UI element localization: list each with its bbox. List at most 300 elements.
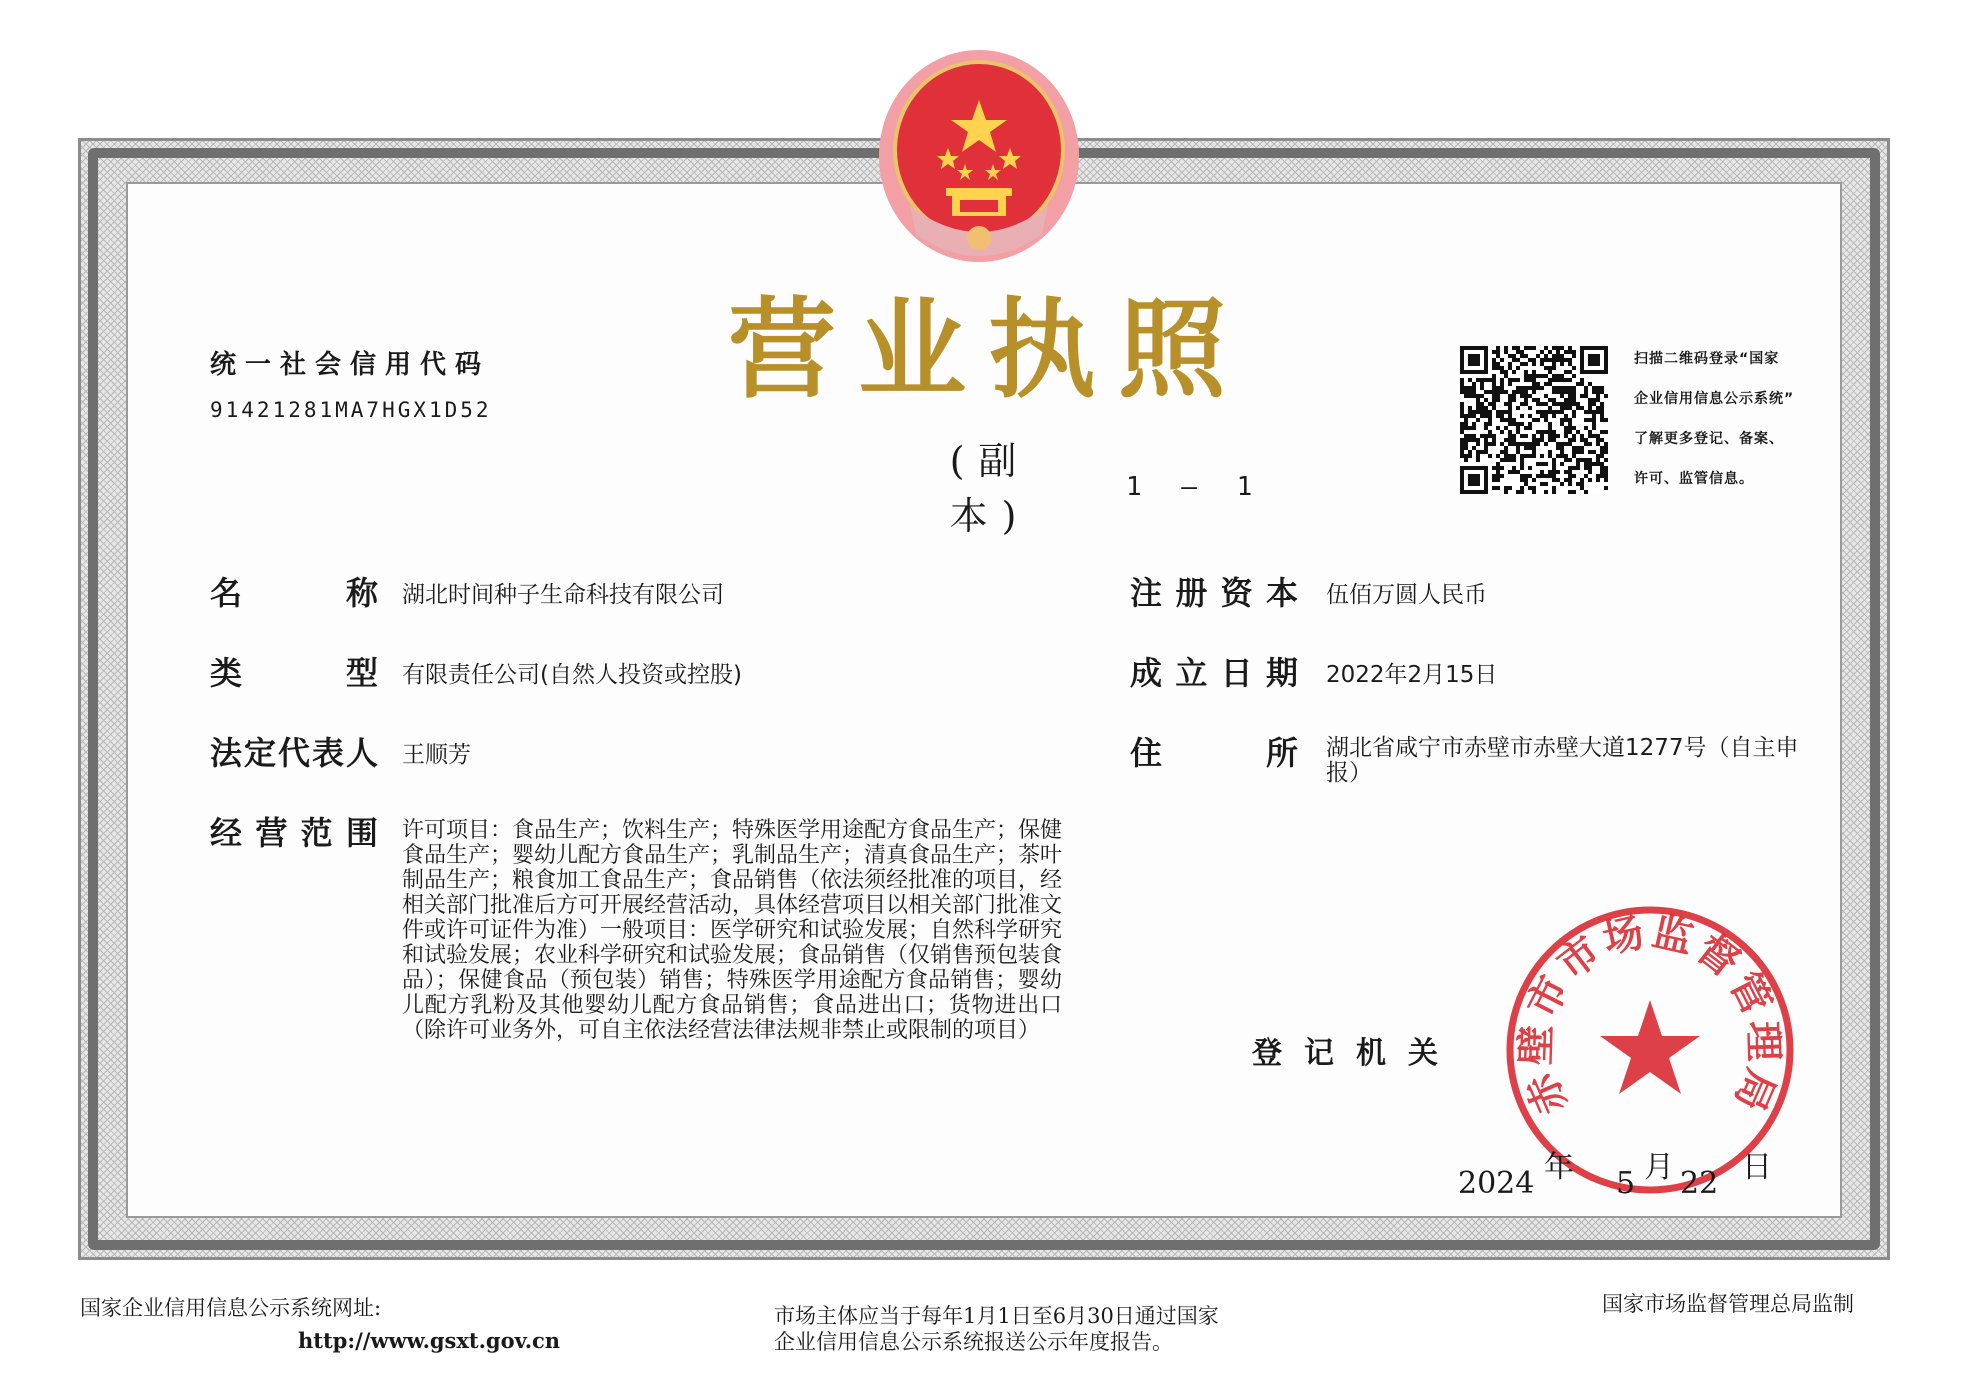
qr-module [1552, 478, 1556, 482]
qr-module [1596, 410, 1600, 414]
qr-module [1552, 354, 1556, 358]
qr-module [1564, 386, 1568, 390]
qr-module [1484, 470, 1488, 474]
qr-module [1532, 438, 1536, 442]
qr-module [1556, 374, 1560, 378]
qr-module [1460, 382, 1464, 386]
qr-module [1604, 366, 1608, 370]
qr-module [1516, 490, 1520, 494]
qr-module [1568, 458, 1572, 462]
qr-module [1504, 410, 1508, 414]
qr-module [1468, 450, 1472, 454]
qr-module [1484, 474, 1488, 478]
qr-module [1508, 414, 1512, 418]
qr-module [1560, 394, 1564, 398]
qr-module [1460, 390, 1464, 394]
qr-module [1504, 418, 1508, 422]
qr-module [1476, 418, 1480, 422]
label-char: 所 [1265, 734, 1298, 772]
qr-module [1552, 458, 1556, 462]
qr-module [1592, 418, 1596, 422]
qr-module [1580, 458, 1584, 462]
qr-module [1504, 458, 1508, 462]
qr-module [1484, 478, 1488, 482]
qr-module [1516, 442, 1520, 446]
qr-note-line: 了解更多登记、备案、 [1634, 431, 1784, 447]
qr-module [1596, 474, 1600, 478]
qr-module [1524, 478, 1528, 482]
qr-module [1480, 386, 1484, 390]
qr-module [1540, 482, 1544, 486]
qr-module [1564, 378, 1568, 382]
qr-module [1588, 470, 1592, 474]
qr-module [1576, 458, 1580, 462]
qr-module [1484, 422, 1488, 426]
label-char: 成 [1130, 654, 1163, 692]
qr-module [1472, 386, 1476, 390]
qr-module [1584, 394, 1588, 398]
qr-module [1560, 358, 1564, 362]
qr-module [1520, 354, 1524, 358]
qr-module [1468, 414, 1472, 418]
qr-module [1552, 374, 1556, 378]
qr-module [1604, 346, 1608, 350]
qr-module [1584, 466, 1588, 470]
qr-module [1476, 398, 1480, 402]
qr-module [1464, 426, 1468, 430]
qr-module [1468, 438, 1472, 442]
qr-module [1588, 466, 1592, 470]
qr-module [1504, 370, 1508, 374]
qr-module [1484, 446, 1488, 450]
qr-module [1516, 422, 1520, 426]
qr-module [1564, 458, 1568, 462]
qr-module [1468, 358, 1472, 362]
qr-module [1592, 386, 1596, 390]
qr-module [1496, 346, 1500, 350]
qr-module [1460, 402, 1464, 406]
qr-module [1592, 358, 1596, 362]
qr-module [1532, 442, 1536, 446]
qr-module [1600, 370, 1604, 374]
qr-module [1548, 430, 1552, 434]
qr-module [1524, 378, 1528, 382]
qr-module [1496, 394, 1500, 398]
qr-module [1472, 466, 1476, 470]
qr-module [1492, 382, 1496, 386]
label-char: 定 [243, 734, 276, 772]
qr-module [1564, 402, 1568, 406]
national-emblem-icon [870, 38, 1088, 270]
qr-module [1516, 366, 1520, 370]
qr-module [1512, 470, 1516, 474]
qr-module [1564, 390, 1568, 394]
registration-authority-label: 登记机关 [1252, 1036, 1460, 1071]
qr-module [1600, 470, 1604, 474]
qr-module [1580, 406, 1584, 410]
qr-module [1484, 390, 1488, 394]
qr-module [1600, 430, 1604, 434]
qr-module [1520, 486, 1524, 490]
qr-module [1496, 366, 1500, 370]
qr-module [1548, 426, 1552, 430]
qr-module [1480, 490, 1484, 494]
qr-module [1492, 442, 1496, 446]
qr-module [1604, 450, 1608, 454]
qr-module [1584, 390, 1588, 394]
qr-module [1480, 394, 1484, 398]
qr-module [1480, 346, 1484, 350]
qr-module [1548, 358, 1552, 362]
qr-module [1484, 490, 1488, 494]
qr-module [1560, 410, 1564, 414]
qr-module [1568, 482, 1572, 486]
qr-module [1556, 402, 1560, 406]
qr-module [1552, 398, 1556, 402]
issue-month: 5 [1616, 1166, 1636, 1201]
qr-module [1592, 370, 1596, 374]
qr-module [1488, 378, 1492, 382]
qr-module [1560, 390, 1564, 394]
qr-module [1536, 430, 1540, 434]
qr-module [1552, 474, 1556, 478]
qr-module [1560, 354, 1564, 358]
qr-module [1480, 414, 1484, 418]
qr-module [1588, 478, 1592, 482]
copy-number: 1 — 1 [1126, 472, 1265, 502]
qr-module [1472, 446, 1476, 450]
qr-module [1580, 378, 1584, 382]
qr-module [1484, 450, 1488, 454]
qr-module [1568, 406, 1572, 410]
qr-module [1572, 434, 1576, 438]
qr-module [1508, 454, 1512, 458]
qr-module [1564, 358, 1568, 362]
qr-module [1572, 390, 1576, 394]
qr-module [1600, 446, 1604, 450]
qr-module [1596, 386, 1600, 390]
qr-module [1568, 438, 1572, 442]
qr-module [1584, 438, 1588, 442]
qr-module [1460, 358, 1464, 362]
qr-module [1488, 402, 1492, 406]
qr-module [1552, 402, 1556, 406]
qr-module [1596, 398, 1600, 402]
qr-module [1488, 390, 1492, 394]
qr-module [1468, 346, 1472, 350]
established-label [1130, 648, 1298, 694]
label-char: 本 [1265, 574, 1298, 612]
qr-module [1536, 382, 1540, 386]
qr-module [1500, 386, 1504, 390]
qr-module [1532, 478, 1536, 482]
qr-module [1568, 470, 1572, 474]
qr-module [1464, 346, 1468, 350]
qr-module [1548, 474, 1552, 478]
qr-module [1472, 474, 1476, 478]
qr-module [1512, 346, 1516, 350]
qr-module [1532, 370, 1536, 374]
qr-module [1604, 394, 1608, 398]
qr-module [1504, 426, 1508, 430]
qr-module [1560, 418, 1564, 422]
qr-module [1492, 438, 1496, 442]
qr-module [1600, 418, 1604, 422]
qr-module [1476, 354, 1480, 358]
annual-report-notice-line1: 市场主体应当于每年1月1日至6月30日通过国家 [774, 1304, 1219, 1328]
qr-module [1468, 478, 1472, 482]
qr-module [1524, 346, 1528, 350]
qr-module [1520, 350, 1524, 354]
qr-module [1556, 478, 1560, 482]
qr-module [1520, 414, 1524, 418]
qr-module [1556, 346, 1560, 350]
website-url[interactable]: http://www.gsxt.gov.cn [298, 1328, 561, 1353]
qr-module [1460, 370, 1464, 374]
qr-module [1504, 350, 1508, 354]
qr-module [1544, 346, 1548, 350]
qr-module [1552, 390, 1556, 394]
qr-module [1600, 462, 1604, 466]
qr-module [1552, 410, 1556, 414]
qr-module [1524, 354, 1528, 358]
qr-module [1508, 362, 1512, 366]
qr-module [1528, 474, 1532, 478]
label-char: 称 [345, 574, 378, 612]
qr-module [1552, 386, 1556, 390]
qr-module [1476, 466, 1480, 470]
qr-module [1596, 434, 1600, 438]
qr-module [1516, 350, 1520, 354]
qr-module [1524, 398, 1528, 402]
qr-module [1596, 458, 1600, 462]
qr-module [1496, 362, 1500, 366]
qr-module [1552, 358, 1556, 362]
qr-module [1516, 386, 1520, 390]
qr-module [1592, 450, 1596, 454]
qr-module [1548, 370, 1552, 374]
qr-module [1524, 402, 1528, 406]
qr-module [1500, 466, 1504, 470]
qr-module [1468, 390, 1472, 394]
qr-module [1492, 378, 1496, 382]
qr-module [1528, 426, 1532, 430]
qr-module [1500, 418, 1504, 422]
qr-module [1588, 418, 1592, 422]
label-char: 范 [300, 814, 333, 852]
qr-module [1492, 402, 1496, 406]
qr-module [1552, 466, 1556, 470]
qr-module [1500, 358, 1504, 362]
qr-module [1548, 350, 1552, 354]
qr-module [1532, 346, 1536, 350]
qr-module [1460, 466, 1464, 470]
qr-module [1484, 350, 1488, 354]
label-char: 表 [311, 734, 344, 772]
qr-module [1484, 358, 1488, 362]
qr-module [1468, 370, 1472, 374]
qr-module [1556, 378, 1560, 382]
qr-module [1600, 402, 1604, 406]
qr-module [1548, 438, 1552, 442]
qr-module [1460, 386, 1464, 390]
qr-module [1572, 454, 1576, 458]
qr-module [1468, 394, 1472, 398]
qr-module [1464, 434, 1468, 438]
qr-module [1560, 442, 1564, 446]
qr-module [1464, 442, 1468, 446]
name-label [210, 568, 378, 614]
qr-module [1512, 422, 1516, 426]
qr-module [1560, 386, 1564, 390]
qr-module [1472, 438, 1476, 442]
qr-module [1568, 350, 1572, 354]
qr-module [1496, 350, 1500, 354]
qr-module [1600, 454, 1604, 458]
qr-module [1512, 434, 1516, 438]
qr-module [1596, 462, 1600, 466]
qr-module [1508, 410, 1512, 414]
qr-module [1484, 366, 1488, 370]
qr-module [1592, 422, 1596, 426]
qr-module [1552, 362, 1556, 366]
qr-module [1524, 454, 1528, 458]
qr-module [1564, 370, 1568, 374]
qr-module [1496, 386, 1500, 390]
qr-module [1460, 362, 1464, 366]
qr-module [1532, 358, 1536, 362]
qr-module [1572, 402, 1576, 406]
qr-module [1544, 482, 1548, 486]
qr-module [1520, 442, 1524, 446]
qr-module [1464, 414, 1468, 418]
qr-module [1544, 462, 1548, 466]
qr-module [1548, 450, 1552, 454]
label-char: 类 [210, 654, 243, 692]
qr-module [1484, 426, 1488, 430]
qr-module [1552, 486, 1556, 490]
qr-module [1480, 410, 1484, 414]
qr-module [1492, 474, 1496, 478]
qr-module [1520, 394, 1524, 398]
qr-module [1528, 486, 1532, 490]
qr-module [1604, 370, 1608, 374]
qr-module [1476, 402, 1480, 406]
address-label [1130, 728, 1298, 774]
qr-module [1496, 466, 1500, 470]
qr-module [1588, 354, 1592, 358]
qr-module [1508, 422, 1512, 426]
qr-module [1592, 402, 1596, 406]
qr-module [1496, 462, 1500, 466]
qr-module [1524, 474, 1528, 478]
qr-module [1504, 402, 1508, 406]
qr-module [1468, 490, 1472, 494]
qr-module [1544, 354, 1548, 358]
qr-module [1536, 442, 1540, 446]
qr-module [1572, 450, 1576, 454]
name-value: 湖北时间种子生命科技有限公司 [402, 582, 724, 608]
qr-module [1552, 346, 1556, 350]
label-char: 名 [210, 574, 243, 612]
qr-module [1604, 358, 1608, 362]
qr-module [1600, 474, 1604, 478]
qr-module [1524, 482, 1528, 486]
qr-module [1572, 366, 1576, 370]
qr-module [1504, 438, 1508, 442]
label-char: 代 [277, 734, 310, 772]
label-char: 住 [1130, 734, 1163, 772]
qr-module [1512, 378, 1516, 382]
qr-module [1468, 434, 1472, 438]
qr-module [1484, 354, 1488, 358]
qr-module [1560, 346, 1564, 350]
qr-module [1600, 438, 1604, 442]
qr-module [1528, 386, 1532, 390]
qr-module [1580, 346, 1584, 350]
qr-module [1508, 398, 1512, 402]
qr-module [1512, 418, 1516, 422]
qr-module [1572, 414, 1576, 418]
qr-module [1560, 482, 1564, 486]
qr-module [1540, 358, 1544, 362]
qr-module [1552, 414, 1556, 418]
qr-module [1472, 354, 1476, 358]
qr-module [1476, 478, 1480, 482]
qr-module [1492, 374, 1496, 378]
qr-module [1524, 362, 1528, 366]
qr-module [1500, 430, 1504, 434]
qr-module [1496, 470, 1500, 474]
scope-label [210, 808, 378, 854]
qr-module [1572, 394, 1576, 398]
qr-module [1520, 478, 1524, 482]
qr-module [1508, 354, 1512, 358]
qr-module [1588, 458, 1592, 462]
qr-module [1532, 390, 1536, 394]
qr-module [1580, 370, 1584, 374]
qr-code[interactable] [1460, 346, 1608, 494]
qr-module [1600, 414, 1604, 418]
qr-module [1560, 362, 1564, 366]
qr-module [1472, 482, 1476, 486]
qr-module [1600, 386, 1604, 390]
qr-module [1476, 346, 1480, 350]
qr-module [1500, 378, 1504, 382]
qr-module [1592, 426, 1596, 430]
qr-module [1488, 422, 1492, 426]
qr-module [1480, 370, 1484, 374]
qr-module [1596, 390, 1600, 394]
qr-module [1520, 474, 1524, 478]
qr-module [1460, 450, 1464, 454]
qr-module [1520, 422, 1524, 426]
qr-module [1508, 470, 1512, 474]
qr-module [1516, 378, 1520, 382]
qr-module [1528, 374, 1532, 378]
qr-module [1588, 346, 1592, 350]
qr-module [1540, 374, 1544, 378]
issue-day: 22 [1680, 1166, 1719, 1201]
qr-module [1532, 362, 1536, 366]
qr-module [1460, 446, 1464, 450]
qr-module [1552, 490, 1556, 494]
qr-module [1580, 450, 1584, 454]
qr-module [1512, 394, 1516, 398]
qr-module [1532, 382, 1536, 386]
qr-module [1528, 358, 1532, 362]
qr-module [1532, 386, 1536, 390]
